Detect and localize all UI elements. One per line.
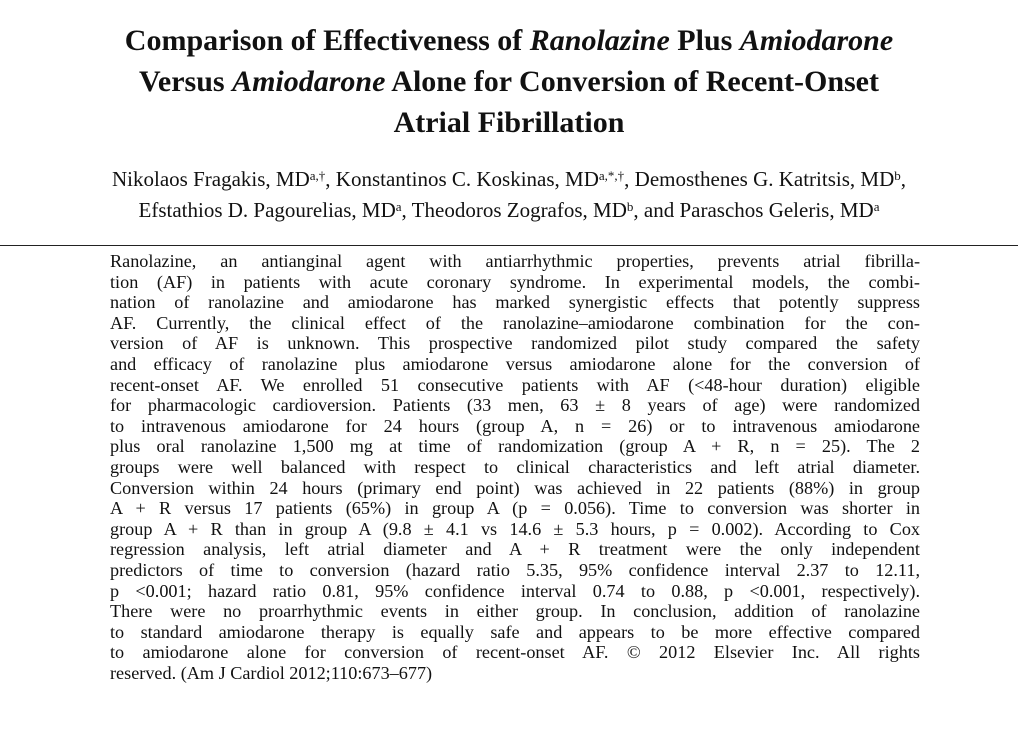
title-line-1: Comparison of Effectiveness of Ranolazine Plus Amiodarone (124, 24, 894, 57)
author-affiliation: b (894, 168, 901, 183)
author-line-2: Efstathios D. Pagourelias, $MD^a$, Theodoros Zografos, $MD^b$, and Paraschos Geleris, $MD^a$ (138, 198, 880, 222)
abstract-line: and efficacy of ranolazine plus amiodarone versus amiodarone alone for the conversion of (110, 353, 920, 374)
author-name: Efstathios D. Pagourelias, MD (138, 198, 396, 222)
abstract-line: to standard amiodarone therapy is equally safe and appears to be more effective compared (110, 621, 920, 642)
author-affiliation: a,† (309, 168, 326, 183)
author-name: Theodoros Zografos, MD (411, 198, 627, 222)
author-affiliation: b (626, 199, 634, 214)
abstract-line: p <0.001; hazard ratio 0.81, 95% confidence interval 0.74 to 0.88, p <0.001, respectively). (110, 580, 920, 601)
abstract-line: regression analysis, left atrial diameter and A + R treatment were the only independent (110, 539, 920, 560)
author-name: Nikolaos Fragakis, MD (112, 167, 310, 191)
abstract-line: A + R versus 17 patients (65%) in group A (p = 0.056). Time to conversion was shorter in (110, 498, 920, 519)
header-divider (0, 245, 1018, 246)
abstract-line: group A + R than in group A (9.8 ± 4.1 vs 14.6 ± 5.3 hours, p = 0.002). According to Cox (110, 518, 920, 539)
abstract-line: recent-onset AF. We enrolled 51 consecutive patients with AF (<48-hour duration) eligible (110, 374, 920, 395)
abstract-line: version of AF is unknown. This prospective randomized pilot study compared the safety (110, 333, 920, 354)
abstract-line: plus oral ranolazine 1,500 mg at time of randomization (group A + R, n = 25). The 2 (110, 436, 920, 457)
abstract-line: groups were well balanced with respect to clinical characteristics and left atrial diameter. (110, 456, 920, 477)
abstract (110, 251, 920, 683)
title-line-3: Atrial Fibrillation (393, 106, 625, 139)
abstract-line: to intravenous amiodarone for 24 hours (group A, n = 26) or to intravenous amiodarone (110, 415, 920, 436)
abstract-line: AF. Currently, the clinical effect of the ranolazine–amiodarone combination for the con- (110, 312, 920, 333)
abstract-line: reserved. (Am J Cardiol 2012;110:673–677) (110, 662, 433, 683)
author-affiliation: a (873, 199, 880, 214)
abstract-line: Ranolazine, an antianginal agent with antiarrhythmic properties, prevents atrial fibrilla- (110, 251, 920, 271)
abstract-line: predictors of time to conversion (hazard ratio 5.35, 95% confidence interval 2.37 to 12.11, (110, 559, 920, 580)
author-list (0, 164, 1018, 226)
author-affiliation: a (395, 199, 402, 214)
abstract-line: Conversion within 24 hours (primary end point) was achieved in 22 patients (88%) in group (110, 477, 920, 498)
author-name: Paraschos Geleris, MD (679, 198, 874, 222)
author-name: Demosthenes G. Katritsis, MD (634, 167, 895, 191)
abstract-line: nation of ranolazine and amiodarone has marked synergistic effects that potently suppress (110, 292, 920, 313)
abstract-line: There were no proarrhythmic events in either group. In conclusion, addition of ranolazine (110, 601, 920, 622)
abstract-line: tion (AF) in patients with acute coronary syndrome. In experimental models, the combi- (110, 271, 920, 292)
author-affiliation: a,*,† (598, 168, 625, 183)
author-name: Konstantinos C. Koskinas, MD (335, 167, 599, 191)
abstract-line: to amiodarone alone for conversion of recent-onset AF. © 2012 Elsevier Inc. All rights (110, 642, 920, 663)
title-line-2: Versus Amiodarone Alone for Conversion of Recent-Onset (139, 65, 879, 98)
article-title (0, 20, 1018, 143)
abstract-line: for pharmacologic cardioversion. Patients (33 men, 63 ± 8 years of age) were randomized (110, 395, 920, 416)
author-line-1: Nikolaos Fragakis, $MD^{a,\dagger}$, Konstantinos C. Koskinas, $MD^{a,*,\dagger}$, Demosthenes G. Katritsis, $MD^b$, (112, 167, 906, 191)
